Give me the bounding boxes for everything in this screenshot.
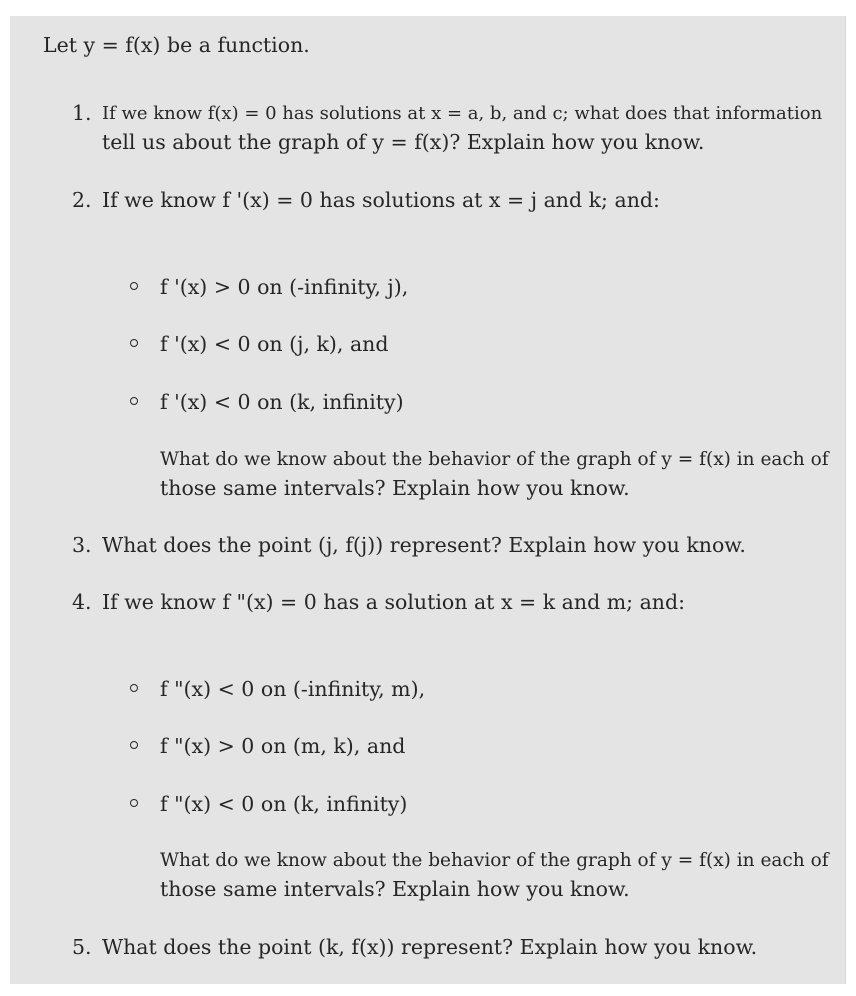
q4-bullet-2: f "(x) > 0 on (m, k), and [160, 734, 406, 758]
q3-number: 3. [72, 533, 92, 557]
intro-text: Let y = f(x) be a function. [43, 33, 310, 57]
q1-text-line1: If we know f(x) = 0 has solutions at x = a, b, and c; what does that information [102, 103, 823, 124]
q2-bullet-1-marker [130, 282, 138, 290]
q1-text-line2: tell us about the graph of y = f(x)? Explain how you know. [102, 130, 705, 154]
q4-followup-line1: What do we know about the behavior of the graph of y = f(x) in each of [160, 850, 829, 871]
q2-bullet-2: f '(x) < 0 on (j, k), and [160, 332, 389, 356]
q5-text: What does the point (k, f(x)) represent? Explain how you know. [102, 935, 758, 959]
q1-number: 1. [72, 101, 92, 125]
q2-followup-line1: What do we know about the behavior of the graph of y = f(x) in each of [160, 449, 829, 470]
q2-bullet-1: f '(x) > 0 on (-infinity, j), [160, 275, 409, 299]
document-card [10, 16, 846, 984]
q4-bullet-1-marker [130, 684, 138, 692]
q4-text: If we know f "(x) = 0 has a solution at x = k and m; and: [102, 590, 686, 614]
q2-bullet-2-marker [130, 339, 138, 347]
q4-bullet-3: f "(x) < 0 on (k, infinity) [160, 792, 408, 816]
q4-bullet-2-marker [130, 741, 138, 749]
q2-bullet-3-marker [130, 397, 138, 405]
q2-bullet-3: f '(x) < 0 on (k, infinity) [160, 390, 404, 414]
q4-bullet-3-marker [130, 799, 138, 807]
q3-text: What does the point (j, f(j)) represent? Explain how you know. [102, 533, 746, 557]
q2-text: If we know f '(x) = 0 has solutions at x = j and k; and: [102, 188, 660, 212]
q4-number: 4. [72, 590, 92, 614]
q5-number: 5. [72, 935, 92, 959]
q4-followup-line2: those same intervals? Explain how you know. [160, 877, 630, 901]
q4-bullet-1: f "(x) < 0 on (-infinity, m), [160, 677, 426, 701]
q2-followup-line2: those same intervals? Explain how you know. [160, 476, 630, 500]
q2-number: 2. [72, 188, 92, 212]
